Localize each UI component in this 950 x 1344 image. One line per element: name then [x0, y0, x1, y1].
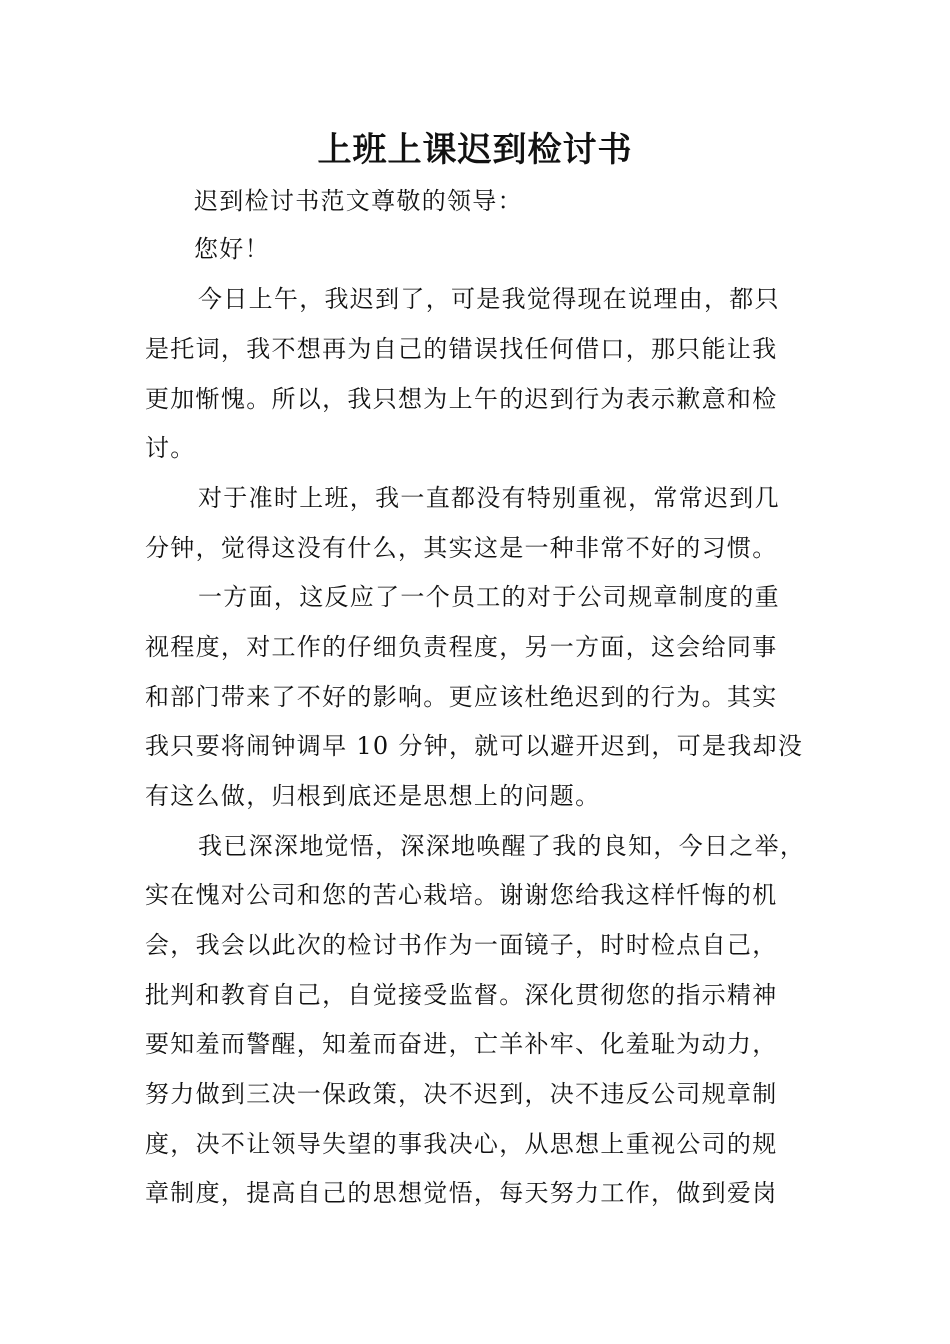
paragraph-1-line-2: 是托词，我不想再为自己的错误找任何借口，那只能让我 — [145, 335, 778, 363]
paragraph-3-line-2: 视程度，对工作的仔细负责程度，另一方面，这会给同事 — [145, 633, 778, 661]
paragraph-2-line-1: 对于准时上班，我一直都没有特别重视，常常迟到几 — [198, 484, 780, 512]
paragraph-4-line-4: 批判和教育自己，自觉接受监督。深化贯彻您的指示精神 — [145, 981, 778, 1009]
paragraph-3-line-3: 和部门带来了不好的影响。更应该杜绝迟到的行为。其实 — [145, 683, 778, 711]
paragraph-3-line-5: 有这么做，归根到底还是思想上的问题。 — [145, 782, 601, 810]
paragraph-4-line-8: 章制度，提高自己的思想觉悟，每天努力工作，做到爱岗 — [145, 1179, 778, 1207]
paragraph-4-line-1: 我已深深地觉悟，深深地唤醒了我的良知，今日之举， — [198, 832, 806, 860]
document-title: 上班上课迟到检讨书 — [317, 130, 633, 170]
paragraph-4-line-7: 度，决不让领导失望的事我决心，从思想上重视公司的规 — [145, 1130, 778, 1158]
paragraph-3-line-1: 一方面，这反应了一个员工的对于公司规章制度的重 — [198, 583, 780, 611]
greeting-line: 您好！ — [194, 235, 270, 263]
paragraph-1-line-4: 讨。 — [145, 434, 196, 462]
paragraph-4-line-6: 努力做到三决一保政策，决不迟到，决不违反公司规章制 — [145, 1080, 778, 1108]
paragraph-2-line-2: 分钟，觉得这没有什么，其实这是一种非常不好的习惯。 — [145, 534, 778, 562]
salutation-line: 迟到检讨书范文尊敬的领导： — [194, 187, 523, 215]
paragraph-4-line-3: 会，我会以此次的检讨书作为一面镜子，时时检点自己， — [145, 931, 778, 959]
paragraph-4-line-5: 要知羞而警醒，知羞而奋进，亡羊补牢、化羞耻为动力， — [145, 1030, 778, 1058]
paragraph-1-line-3: 更加惭愧。所以，我只想为上午的迟到行为表示歉意和检 — [145, 385, 778, 413]
paragraph-3-line-4: 我只要将闹钟调早 10 分钟，就可以避开迟到，可是我却没 — [145, 732, 804, 760]
paragraph-4-line-2: 实在愧对公司和您的苦心栽培。谢谢您给我这样忏悔的机 — [145, 881, 778, 909]
paragraph-1-line-1: 今日上午，我迟到了，可是我觉得现在说理由，都只 — [198, 285, 780, 313]
